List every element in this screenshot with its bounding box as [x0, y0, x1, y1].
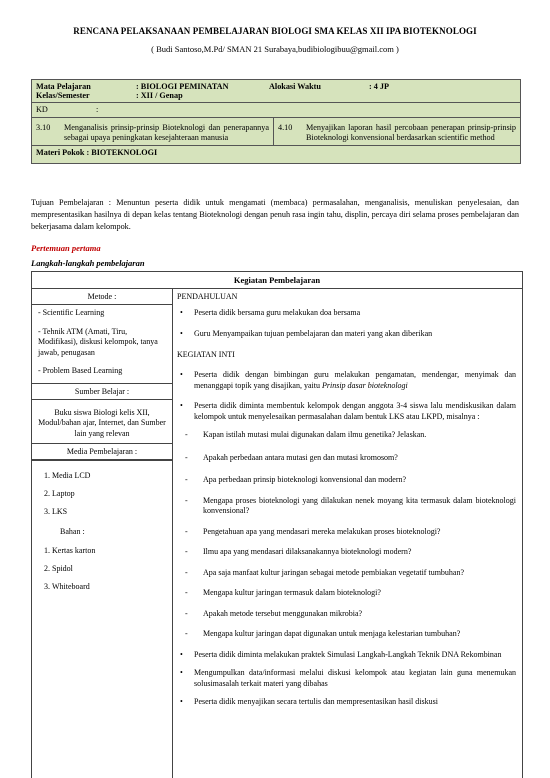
materi-pokok: Materi Pokok : BIOTEKNOLOGI [32, 146, 520, 163]
kegiatan-right-column [173, 289, 522, 778]
bahan-item: 2. Spidol [52, 560, 172, 578]
info-header-row [32, 80, 520, 103]
question-item: - Mengapa kultur jaringan termasuk dalam bioteknologi? [185, 588, 381, 597]
inti-item: • Peserta didik diminta membentuk kelompok dengan anggota 3-4 siswa lalu mendiskusikan dalam kelompok untuk menyelesaikan permasalahan dalam bentuk LKS atau LKPD, misalnya : [180, 401, 516, 421]
media-list [32, 467, 172, 521]
mapel-value: : BIOLOGI PEMINATAN [136, 82, 229, 91]
question-item: - Ilmu apa yang mendasari dilaksanakannya bioteknologi modern? [185, 547, 412, 556]
bahan-list [32, 542, 172, 596]
kegiatan-header: Kegiatan Pembelajaran [32, 272, 522, 289]
sumber-belajar-box [32, 383, 172, 445]
kd-row [32, 103, 520, 118]
media-title: Media Pembelajaran : [32, 444, 172, 460]
kd-label: KD [36, 105, 48, 114]
inti-heading: KEGIATAN INTI [177, 350, 235, 359]
mapel-label: Mata Pelajaran [36, 82, 91, 91]
alokasi-value: : 4 JP [369, 82, 390, 91]
kd-body [32, 118, 520, 146]
pendahuluan-heading: PENDAHULUAN [177, 292, 238, 301]
bahan-title: Bahan : [60, 527, 85, 536]
tujuan-pembelajaran: Tujuan Pembelajaran : Menuntun peserta didik untuk mengamati (membaca) permasalahan, menganalisis, menuliskan penyelesaian, dan mempresentasikan hasilnya di depan kelas tentang Bioteknologi dengan penuh rasa ingin tahu, displin, percaya diri selama proses pembelajaran dan bekerjasama dalam kelompok. [31, 198, 519, 231]
metode-item: - Problem Based Learning [38, 366, 123, 375]
document-subtitle: ( Budi Santoso,M.Pd/ SMAN 21 Surabaya,budibiologibuu@gmail.com ) [151, 44, 399, 54]
inti-item: • Peserta didik dengan bimbingan guru melakukan pengamatan, mendengar, menyimak dan menanggapi topik yang disajikan, yaitu Prinsip dasar bioteknologi [180, 370, 516, 390]
kd-left-text: Menganalisis prinsip-prinsip Bioteknologi dan penerapannya sebagai upaya peningkatan kesejahteraan manusia [64, 123, 269, 142]
metode-item: - Scientific Learning [38, 308, 105, 317]
kd-right-number: 4.10 [278, 123, 293, 132]
pendahuluan-item: • Peserta didik bersama guru melakukan doa bersama [180, 308, 361, 317]
question-item: - Mengapa proses bioteknologi yang dilakukan nenek moyang kita termasuk dalam bioteknologi konvensional? [185, 495, 516, 515]
pertemuan-heading: Pertemuan pertama [31, 243, 101, 253]
kd-colon: : [96, 105, 99, 114]
info-table [31, 79, 521, 164]
bahan-item: 3. Whiteboard [52, 578, 172, 596]
langkah-heading: Langkah-langkah pembelajaran [31, 258, 145, 268]
kd-right-text: Menyajikan laporan hasil percobaan penerapan prinsip-prinsip Bioteknologi konvensional berdasarkan scientific method [306, 123, 516, 142]
sumber-body: Buku siswa Biologi kelis XII, Modul/bahan ajar, Internet, dan Sumber lain yang relevan [38, 407, 166, 438]
media-box [32, 444, 172, 461]
inti-item: • Peserta didik menyajikan secara tertulis dan mempresentasikan hasil diskusi [180, 697, 438, 706]
inti-item: • Peserta didik diminta melakukan praktek Simulasi Langkah-Langkah Teknik DNA Rekombinan [180, 649, 502, 659]
bahan-item: 1. Kertas karton [52, 542, 172, 560]
question-item: - Apakah perbedaan antara mutasi gen dan mutasi kromosom? [185, 452, 398, 462]
question-item: - Mengapa kultur jaringan dapat digunakan untuk menjaga kelestarian tumbuhan? [185, 629, 461, 638]
sumber-title: Sumber Belajar : [32, 384, 172, 400]
question-item: - Apa saja manfaat kultur jaringan sebagai metode pembiakan vegetatif tumbuhan? [185, 567, 465, 577]
question-item: - Apa perbedaan prinsip bioteknologi konvensional dan modern? [185, 475, 407, 484]
metode-title: Metode : [32, 289, 172, 305]
kelas-value: : XII / Genap [136, 91, 183, 100]
alokasi-label: Alokasi Waktu [269, 82, 321, 91]
kd-left-number: 3.10 [36, 123, 51, 132]
pendahuluan-item: • Guru Menyampaikan tujuan pembelajaran dan materi yang akan diberikan [180, 328, 433, 338]
media-item: 1. Media LCD [52, 467, 172, 485]
question-item: - Apakah metode tersebut menggunakan mikrobia? [185, 608, 363, 618]
metode-item: - Tehnik ATM (Amati, Tiru, Modifikasi), diskusi kelompok, tanya jawab, penugasan [38, 326, 158, 357]
question-item: - Kapan istilah mutasi mulai digunakan dalam ilmu genetika? Jelaskan. [185, 430, 427, 439]
kelas-label: Kelas/Semester [36, 91, 90, 100]
media-item: 3. LKS [52, 503, 172, 521]
kegiatan-table [31, 271, 523, 778]
document-title: RENCANA PELAKSANAAN PEMBELAJARAN BIOLOGI SMA KELAS XII IPA BIOTEKNOLOGI [73, 26, 477, 36]
media-item: 2. Laptop [52, 485, 172, 503]
question-item: - Pengetahuan apa yang mendasari mereka melakukan proses bioteknologi? [185, 526, 441, 536]
kegiatan-left-column [32, 289, 173, 778]
inti-item: • Mengumpulkan data/informasi melalui diskusi kelompok atau kegiatan lain guna menemukan solusimasalah terkait materi yang dibahas [180, 668, 516, 688]
